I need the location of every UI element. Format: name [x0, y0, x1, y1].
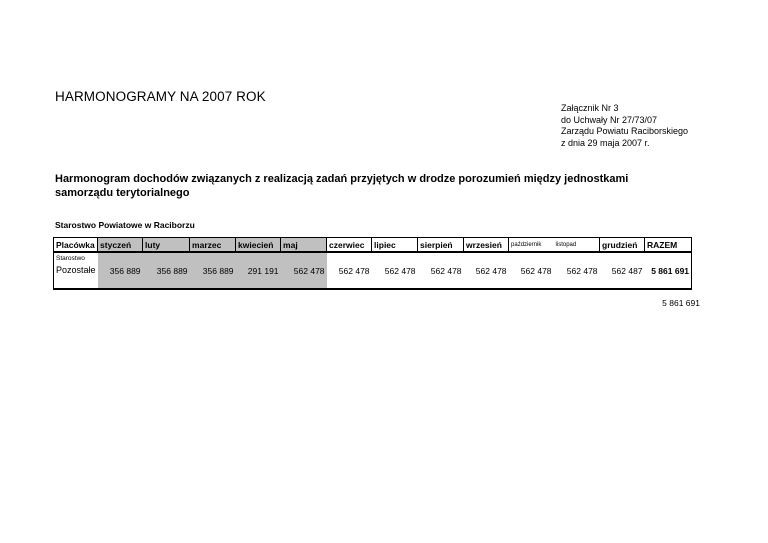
table-cell: 291 191 — [236, 252, 281, 289]
column-header: kwiecień — [236, 238, 281, 253]
table-cell: 356 889 — [143, 252, 190, 289]
office-name: Starostwo Powiatowe w Raciborzu — [55, 220, 195, 230]
below-total: 5 861 691 — [662, 298, 700, 308]
column-header: maj — [281, 238, 327, 253]
annex-line: Załącznik Nr 3 — [561, 103, 619, 113]
row-label-bottom: Pozostałe — [56, 265, 96, 275]
column-header: sierpień — [418, 238, 464, 253]
column-header: RAZEM — [645, 238, 692, 253]
row-label-top: Starostwo — [56, 255, 85, 262]
table-cell: 562 478 — [372, 252, 418, 289]
table-cell: 356 889 — [98, 252, 143, 289]
table-header-row — [54, 238, 692, 253]
table-cell: 562 478 — [327, 252, 372, 289]
column-header: czerwiec — [327, 238, 372, 253]
column-header: listopad — [554, 238, 600, 253]
table-cell: 562 478 — [281, 252, 327, 289]
column-header: wrzesień — [464, 238, 509, 253]
column-header: Placówka — [54, 238, 98, 253]
column-header: lipiec — [372, 238, 418, 253]
total-cell: 5 861 691 — [645, 252, 692, 289]
annex-line: z dnia 29 maja 2007 r. — [561, 137, 650, 148]
annex-note — [561, 103, 688, 149]
column-header: luty — [143, 238, 190, 253]
schedule-table — [53, 237, 692, 290]
annex-line: do Uchwały Nr 27/73/07 — [561, 114, 658, 125]
table-cell: 562 478 — [464, 252, 509, 289]
column-header: październik — [509, 238, 554, 253]
column-header: styczeń — [98, 238, 143, 253]
row-label — [54, 252, 98, 289]
table-cell: 562 487 — [600, 252, 645, 289]
table-cell: 562 478 — [509, 252, 554, 289]
table-row — [54, 252, 692, 289]
page-title: HARMONOGRAMY NA 2007 ROK — [55, 89, 266, 104]
table-cell: 562 478 — [418, 252, 464, 289]
table-cell: 562 478 — [554, 252, 600, 289]
schedule-heading: Harmonogram dochodów związanych z realizacją zadań przyjętych w drodze porozumień między jednostkami samorządu terytorialnego — [55, 173, 629, 199]
column-header: marzec — [190, 238, 236, 253]
annex-line: Zarządu Powiatu Raciborskiego — [561, 126, 689, 136]
column-header: grudzień — [600, 238, 645, 253]
table-cell: 356 889 — [190, 252, 236, 289]
